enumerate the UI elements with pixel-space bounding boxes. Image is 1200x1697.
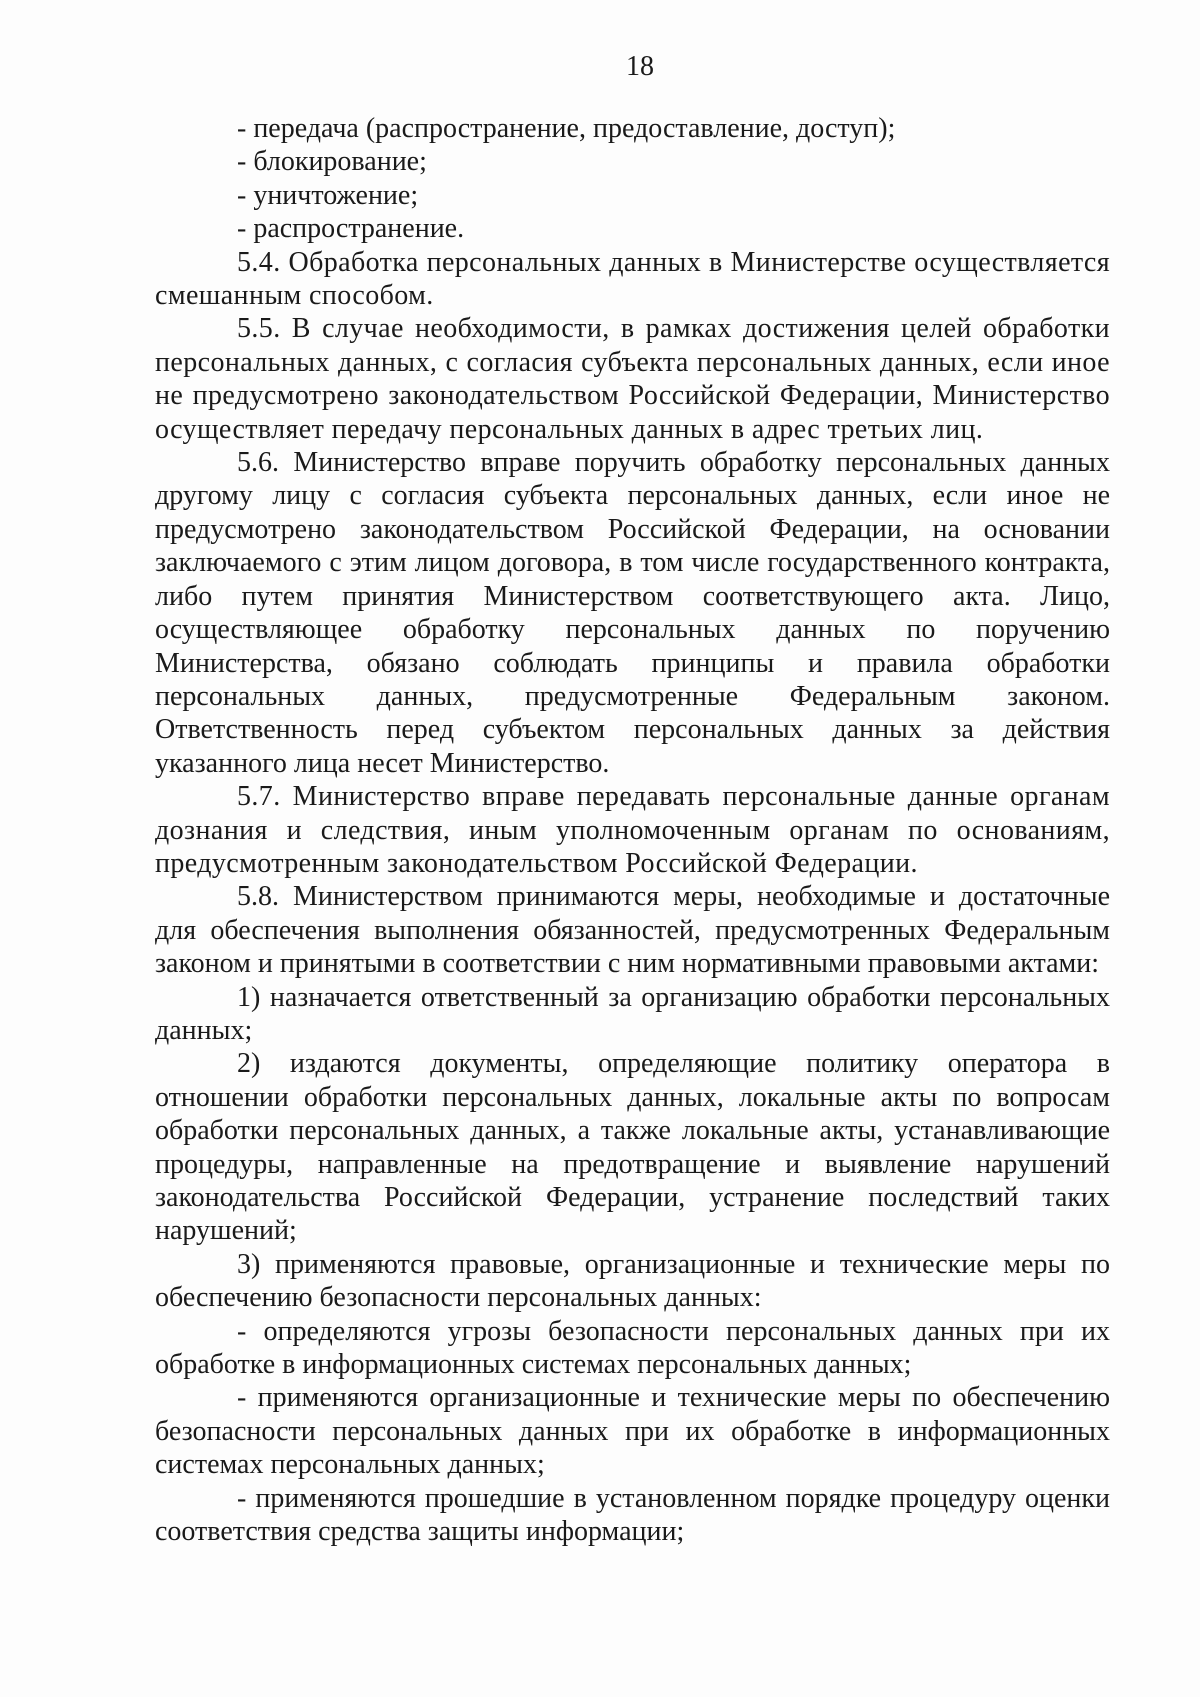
page-number: 18 [626,51,654,82]
paragraph-5-7: 5.7. Министерство вправе передавать персональные данные органам дознания и следствия, иным уполномоченным органам по основаниям, предусмотренным законодательством Российской Федерации. [155,781,1110,879]
bullet-threats: - определяются угрозы безопасности персональных данных при их обработке в информационных системах персональных данных; [155,1315,1110,1381]
paragraph-5-4: 5.4. Обработка персональных данных в Министерстве осуществляется смешанным способом. [155,246,1110,312]
list-item-distribution: - распространение. [237,213,465,245]
subitem-3: 3) применяются правовые, организационные и технические меры по обеспечению безопасности персональных данных: [155,1248,1110,1314]
paragraph-5-6: 5.6. Министерство вправе поручить обработку персональных данных другому лицу с согласия субъекта персональных данных, если иное не предусмотрено законодательством Российской Федерации, на основании заключаемого с этим лицом договора, в том числе государственного контракта, либо путем принятия Министерством соответствующего акта. Лицо, осуществляющее обработку персональных данных по поручению Министерства, обязано соблюдать принципы и правила обработки персональных данных, предусмотренные Федеральным законом. Ответственность перед субъектом персональных данных за действия указанного лица несет Министерство. [155,447,1110,779]
list-item-transfer: - передача (распространение, предоставление, доступ); [237,113,896,144]
document-body [155,112,1110,1548]
paragraph-5-8: 5.8. Министерством принимаются меры, необходимые и достаточные для обеспечения выполнения обязанностей, предусмотренных Федеральным законом и принятыми в соответствии с ним нормативными правовыми актами: [155,881,1110,980]
list-item-blocking: - блокирование; [237,146,427,178]
list-item-destruction: - уничтожение; [237,179,419,211]
bullet-measures: - применяются организационные и технические меры по обеспечению безопасности персональных данных при их обработке в информационных системах персональных данных; [155,1382,1110,1481]
paragraph-5-5: 5.5. В случае необходимости, в рамках достижения целей обработки персональных данных, с согласия субъекта персональных данных, если иное не предусмотрено законодательством Российской Федерации, Министерство осуществляет передачу персональных данных в адрес третьих лиц. [155,313,1110,445]
subitem-2: 2) издаются документы, определяющие политику оператора в отношении обработки персональных данных, локальные акты по вопросам обработки персональных данных, а также локальные акты, устанавливающие процедуры, направленные на предотвращение и выявление нарушений законодательства Российской Федерации, устранение последствий таких нарушений; [155,1048,1110,1247]
subitem-1: 1) назначается ответственный за организацию обработки персональных данных; [155,981,1110,1046]
bullet-protection-tools: - применяются прошедшие в установленном порядке процедуру оценки соответствия средства защиты информации; [155,1482,1110,1548]
